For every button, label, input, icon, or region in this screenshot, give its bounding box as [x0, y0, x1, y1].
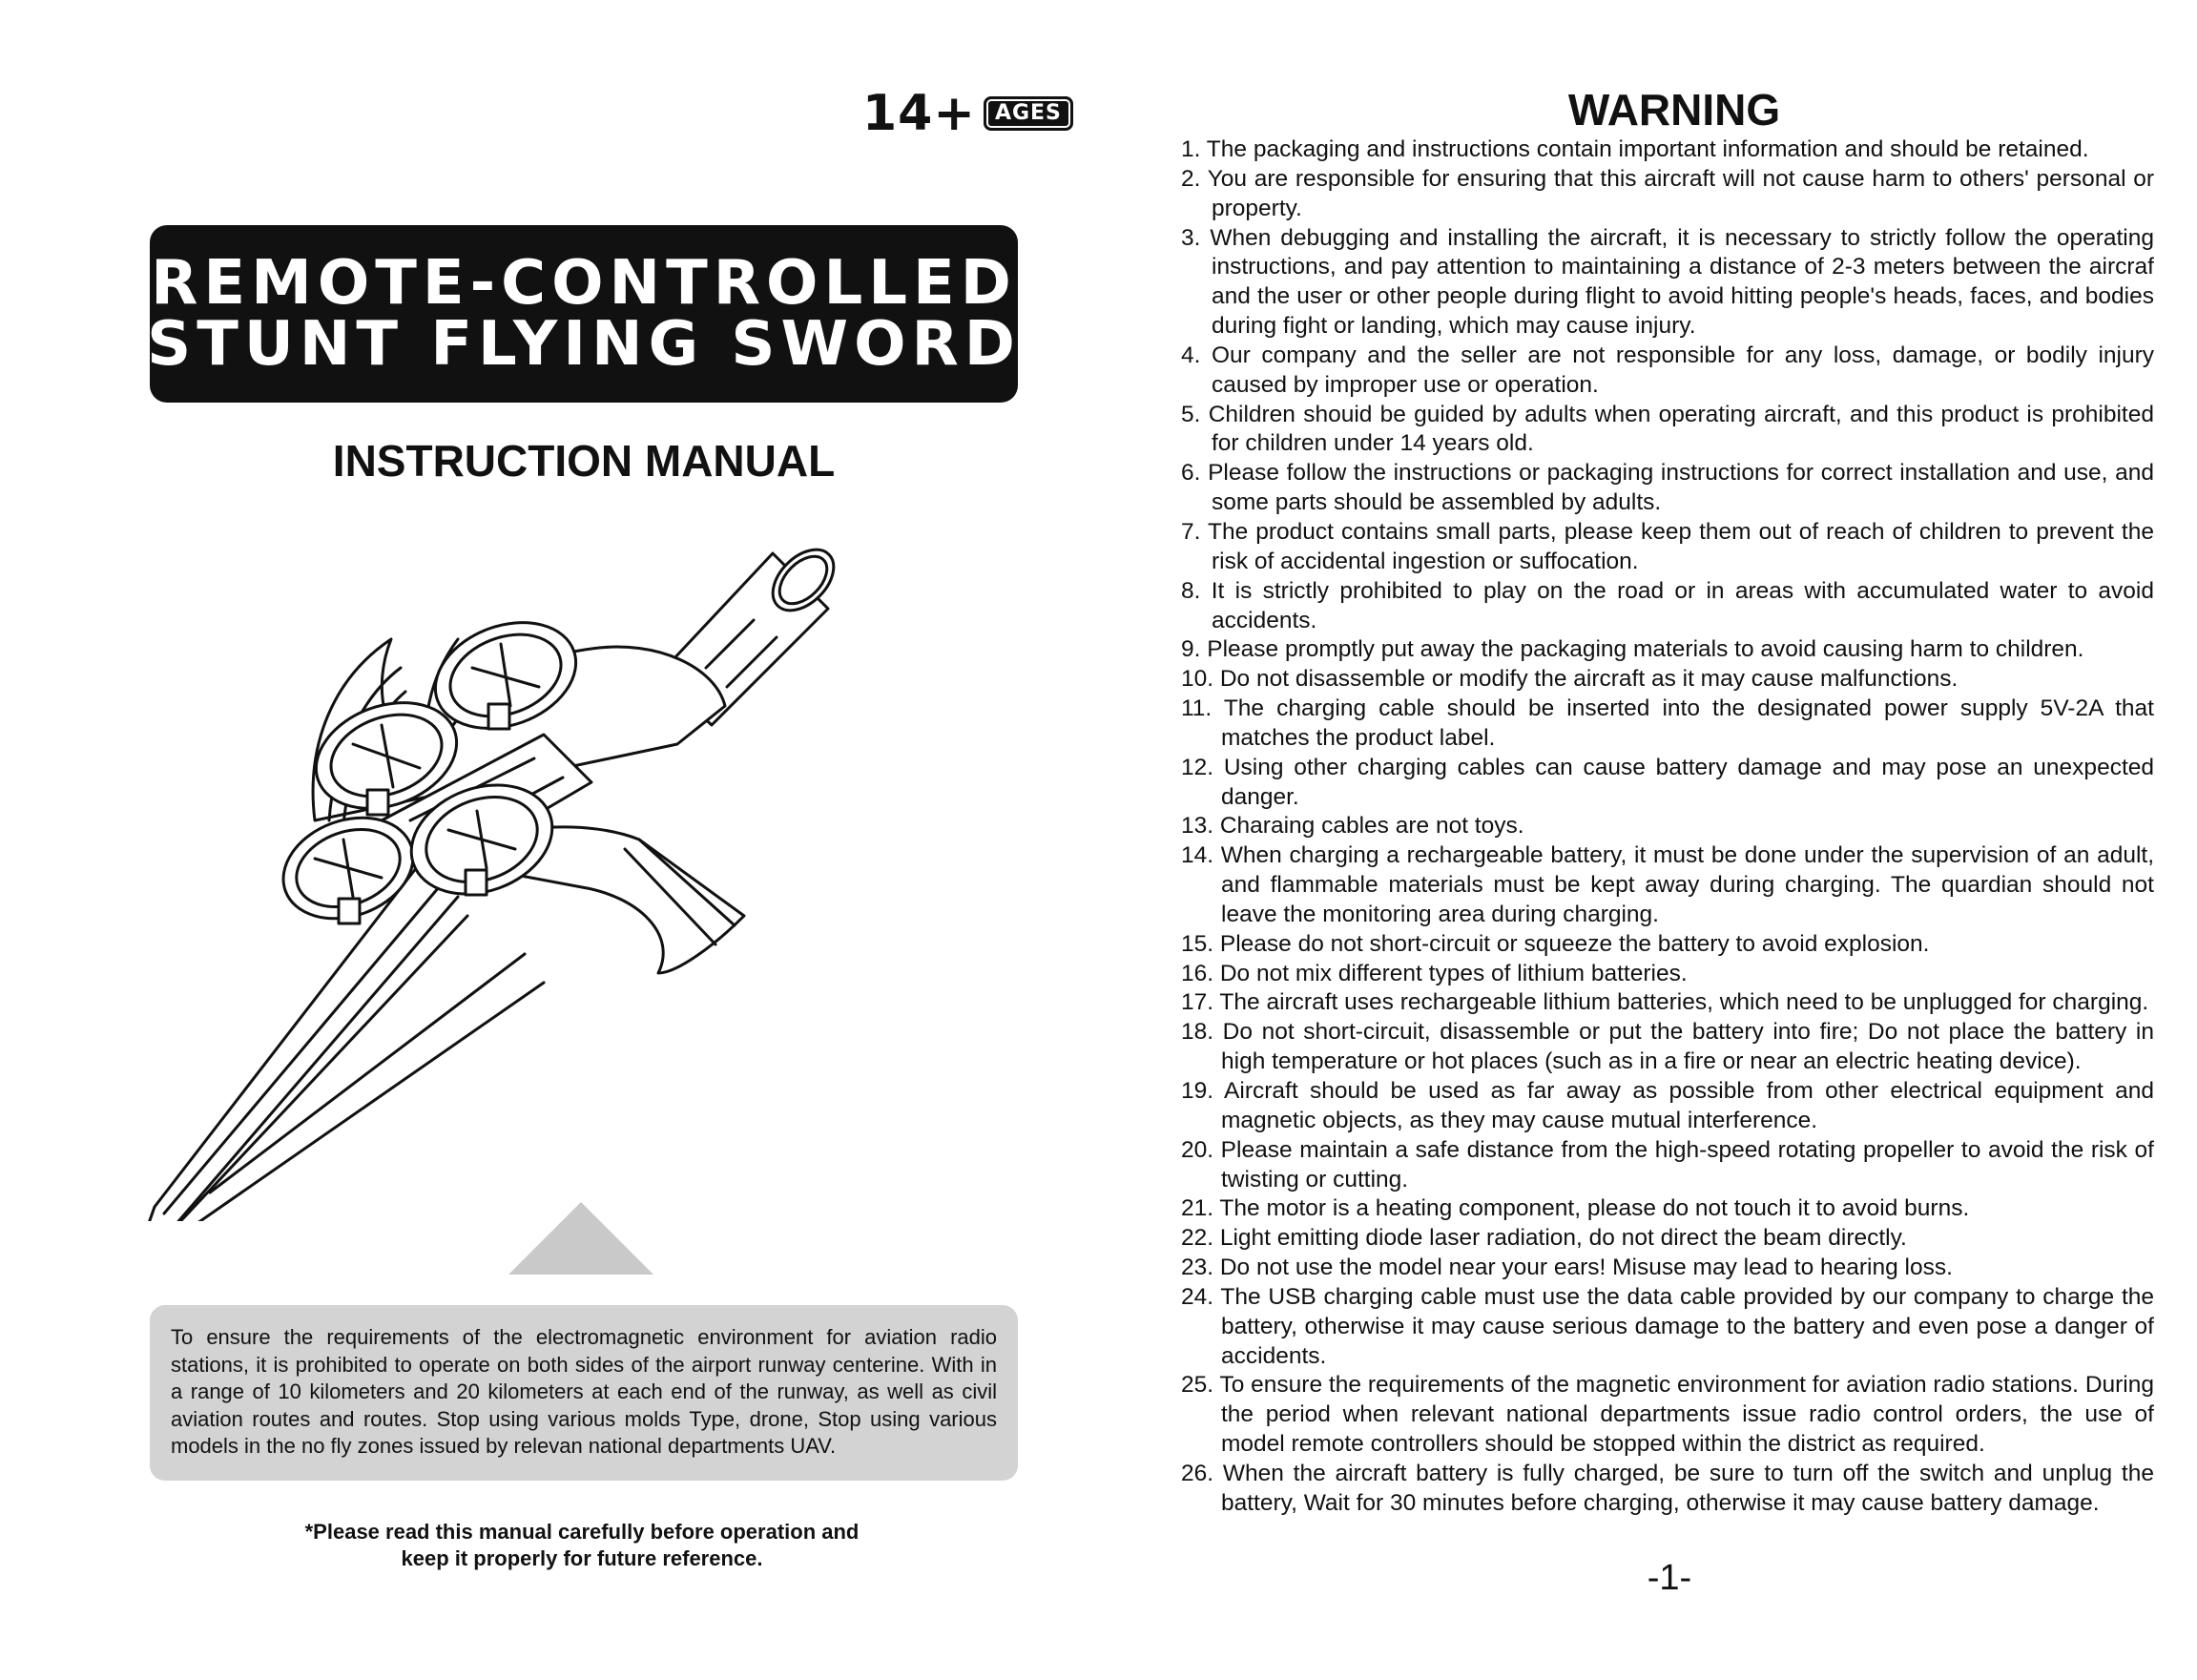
age-number: 14+ [862, 85, 976, 142]
age-rating-badge [862, 85, 1073, 142]
warning-item: 19. Aircraft should be used as far away as possible from other electrical equipment and magnetic objects, as they may cause mutual interference. [1181, 1078, 2154, 1133]
warning-title: WARNING [1567, 85, 1781, 135]
product-title-line-1: REMOTE-CONTROLLED [151, 248, 1017, 319]
flying-sword-drone-illustration [143, 534, 1021, 1221]
page-number: -1- [1647, 1558, 1692, 1598]
footnote-line-2: keep it properly for future reference. [401, 1546, 763, 1570]
warning-item: 9. Please promptly put away the packaging materials to avoid causing harm to children. [1181, 636, 2084, 663]
warning-item: 25. To ensure the requirements of the magnetic environment for aviation radio stations. During the period when relevant national departments issue radio control orders, the use of model remote controllers should be stopped within the district as required. [1181, 1372, 2154, 1458]
product-title-line-2: STUNT FLYING SWORD [147, 309, 1021, 380]
warning-item: 24. The USB charging cable must use the data cable provided by our company to charge the battery, otherwise it may cause serious damage to the battery and even pose a danger of accidents. [1181, 1283, 2154, 1369]
warning-item: 14. When charging a rechargeable battery, it must be done under the supervision of an adult, and flammable materials must be kept away during charging. The quardian should not leave the monitoring area during charging. [1181, 842, 2154, 927]
warning-item: 8. It is strictly prohibited to play on the road or in areas with accumulated water to avoid accidents. [1181, 577, 2154, 633]
electromagnetic-notice-text: To ensure the requirements of the electromagnetic environment for aviation radio stations, it is prohibited to operate on both sides of the airport runway centerine. With in a range of 10 kilometers and 20 kilometers at each end of the runway, as well as civil aviation routes and routes. Stop using various molds Type, drone, Stop using various models in the no fly zones issued by relevan national departments UAV. [171, 1325, 997, 1458]
warning-item: 17. The aircraft uses rechargeable lithium batteries, which need to be unplugged for charging. [1181, 989, 2149, 1016]
warning-item: 6. Please follow the instructions or packaging instructions for correct installation and use, and some parts should be assembled by adults. [1181, 460, 2154, 516]
warning-item: 18. Do not short-circuit, disassemble or put the battery into fire; Do not place the battery in high temperature or hot places (such as in a fire or near an electric heating device). [1181, 1019, 2154, 1075]
footnote-line-1: *Please read this manual carefully before operation and [304, 1520, 860, 1544]
warning-item: 10. Do not disassemble or modify the aircraft as it may cause malfunctions. [1181, 666, 1959, 693]
warning-item: 4. Our company and the seller are not responsible for any loss, damage, or bodily injury caused by improper use or operation. [1181, 342, 2154, 398]
age-label: AGES [984, 96, 1073, 131]
warning-item: 7. The product contains small parts, please keep them out of reach of children to prevent the risk of accidental ingestion or suffocation. [1181, 518, 2154, 574]
warning-item: 3. When debugging and installing the aircraft, it is necessary to strictly follow the operating instructions, and pay attention to maintaining a distance of 2-3 meters between the aircraf and the user or other people during flight to avoid hitting people's heads, faces, and bodies during fight or landing, which may cause injury. [1181, 224, 2154, 340]
warning-item: 20. Please maintain a safe distance from the high-speed rotating propeller to avoid the risk of twisting or cutting. [1181, 1136, 2154, 1193]
warning-item: 23. Do not use the model near your ears! Misuse may lead to hearing loss. [1181, 1255, 1953, 1281]
warning-item: 13. Charaing cables are not toys. [1181, 813, 1524, 840]
read-manual-footnote [219, 1519, 944, 1572]
warning-item: 26. When the aircraft battery is fully charged, be sure to turn off the switch and unplug the battery, Wait for 30 minutes before charging, otherwise it may cause battery damage. [1181, 1460, 2154, 1516]
warning-item: 2. You are responsible for ensuring that this aircraft will not cause harm to others' personal or property. [1181, 165, 2154, 221]
warning-item: 15. Please do not short-circuit or squeeze the battery to avoid explosion. [1181, 930, 1930, 957]
warning-item: 16. Do not mix different types of lithium batteries. [1181, 960, 1688, 986]
warning-item: 5. Children shouid be guided by adults when operating aircraft, and this product is prohibited for children under 14 years old. [1181, 401, 2154, 457]
product-title-banner [147, 225, 1021, 403]
warning-list [1181, 135, 2154, 1519]
warning-item: 22. Light emitting diode laser radiation, do not direct the beam directly. [1181, 1225, 1907, 1252]
warning-item: 1. The packaging and instructions contain important information and should be retained. [1181, 136, 2089, 162]
electromagnetic-notice-box [150, 1305, 1018, 1481]
arrow-up-indicator [508, 1202, 653, 1275]
warning-item: 11. The charging cable should be inserted into the designated power supply 5V-2A that matches the product label. [1181, 695, 2154, 751]
warning-item: 21. The motor is a heating component, please do not touch it to avoid burns. [1181, 1195, 1970, 1222]
manual-title: INSTRUCTION MANUAL [332, 436, 836, 486]
warning-item: 12. Using other charging cables can cause battery damage and may pose an unexpected danger. [1181, 754, 2154, 810]
